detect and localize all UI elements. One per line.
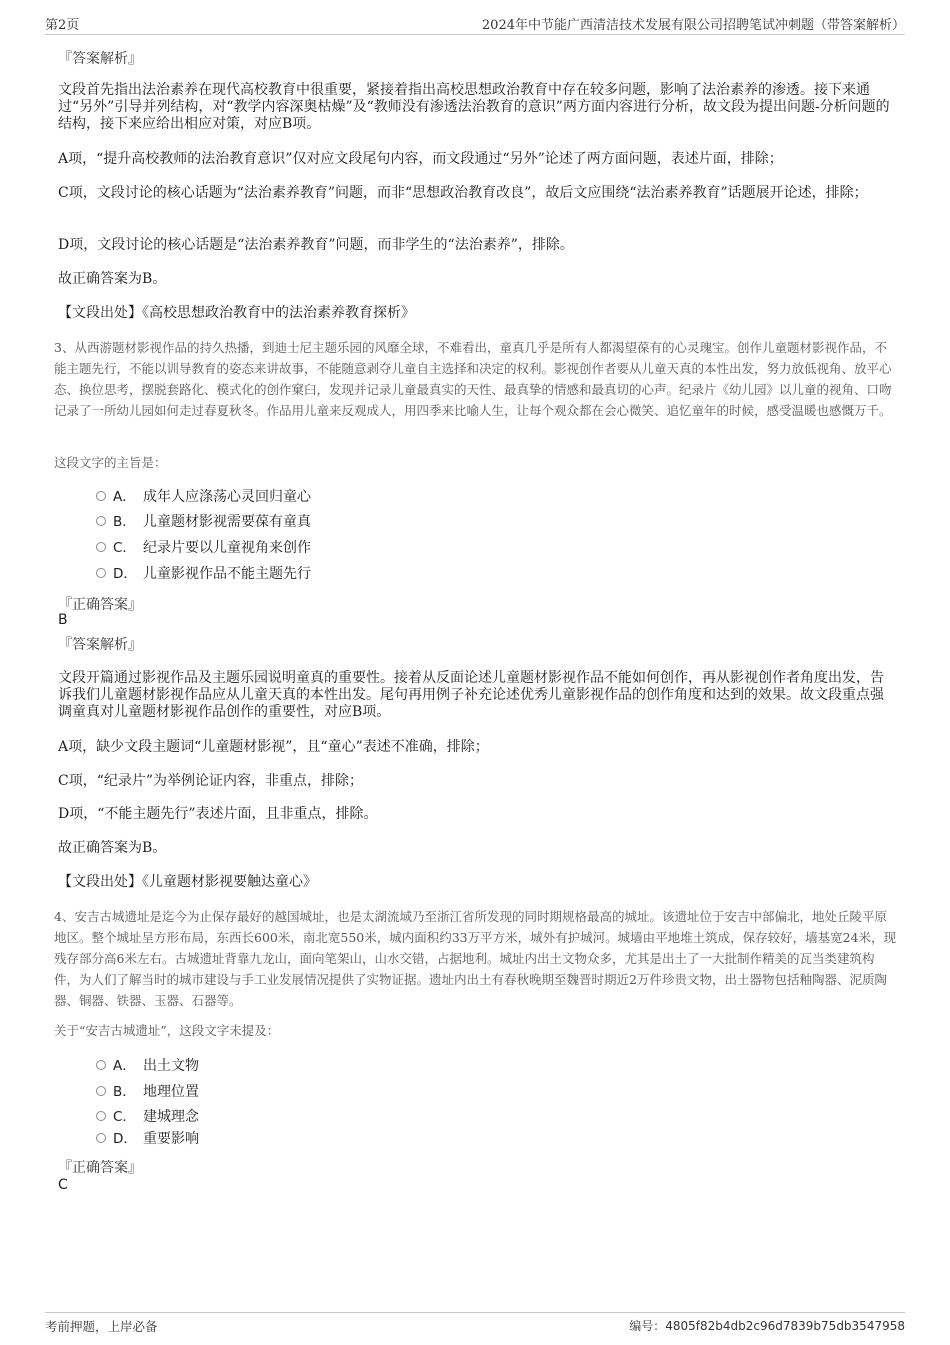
option-text: 儿童影视作品不能主题先行 bbox=[143, 566, 311, 582]
correct-answer: C bbox=[58, 1177, 68, 1193]
analysis-option-a: A项，缺少文段主题词“儿童题材影视”，且“童心”表述不准确，排除； bbox=[58, 739, 489, 755]
correct-answer-label: 『正确答案』 bbox=[58, 597, 142, 613]
correct-answer-label: 『正确答案』 bbox=[58, 1160, 142, 1176]
question-3-option-b[interactable]: B． 儿童题材影视需要葆有童真 bbox=[96, 512, 311, 532]
analysis-paragraph: 文段首先指出法治素养在现代高校教育中很重要，紧接着指出高校思想政治教育中存在较多问题，影响了法治素养的渗透。接下来通过“另外”引导并列结构，对“教学内容深奥枯燥”及“教师没有渗透法治教育的意识”两方面内容进行分析，故文段为提出问题-分析问题的结构，接下来应给出相应对策，对应B项。 bbox=[58, 82, 890, 132]
question-4-option-d[interactable]: D． 重要影响 bbox=[96, 1129, 199, 1149]
passage-source: 【文段出处】《高校思想政治教育中的法治素养教育探析》 bbox=[58, 305, 415, 321]
radio-icon[interactable] bbox=[96, 1133, 106, 1143]
question-3-option-a[interactable]: A． 成年人应涤荡心灵回归童心 bbox=[96, 487, 311, 507]
analysis-option-c: C项，“纪录片”为举例论证内容，非重点，排除； bbox=[58, 773, 364, 789]
question-3-option-c[interactable]: C． 纪录片要以儿童视角来创作 bbox=[96, 538, 311, 558]
page-header bbox=[45, 14, 905, 35]
analysis-conclusion: 故正确答案为B。 bbox=[58, 840, 167, 856]
analysis-option-a: A项，“提升高校教师的法治教育意识”仅对应文段尾句内容，而文段通过“另外”论述了两方面问题，表述片面，排除； bbox=[58, 151, 783, 167]
radio-icon[interactable] bbox=[96, 568, 106, 578]
radio-icon[interactable] bbox=[96, 1086, 106, 1096]
question-4-stem: 4、安吉古城遗址是迄今为止保存最好的越国城址，也是太湖流域乃至浙江省所发现的同时期规格最高的城址。该遗址位于安吉中部偏北，地处丘陵平原地区。整个城址呈方形布局，东西长600米，南北宽550米，城内面积约33万平方米，城外有护城河。城墙由平地堆土筑成，保存较好，墙基宽24米，现残存部分高6米左右。古城遗址背靠九龙山，面向笔架山，山水交错，占据地利。城址内出土文物众多，尤其是出土了一大批制作精美的瓦当类建筑构件，为人们了解当时的城市建设与手工业发展情况提供了实物证据。遗址内出土有春秋晚期至魏晋时期近2万件珍贵文物，出土器物包括釉陶器、泥质陶器、铜器、铁器、玉器、石器等。 bbox=[54, 909, 897, 1008]
analysis-paragraph: 文段开篇通过影视作品及主题乐园说明童真的重要性。接着从反面论述儿童题材影视作品不能如何创作，再从影视创作者角度出发，告诉我们儿童题材影视作品应从儿童天真的本性出发。尾句再用例子补充论述优秀儿童影视作品的创作角度和达到的效果。故文段重点强调童真对儿童题材影视作品创作的重要性，对应B项。 bbox=[58, 670, 884, 720]
radio-icon[interactable] bbox=[96, 542, 106, 552]
option-text: 地理位置 bbox=[143, 1084, 199, 1100]
radio-icon[interactable] bbox=[96, 1111, 106, 1121]
radio-icon[interactable] bbox=[96, 516, 106, 526]
analysis-conclusion: 故正确答案为B。 bbox=[58, 271, 167, 287]
radio-icon[interactable] bbox=[96, 491, 106, 501]
option-text: 建城理念 bbox=[143, 1109, 199, 1125]
radio-icon[interactable] bbox=[96, 1060, 106, 1070]
document-title: 2024年中节能广西清洁技术发展有限公司招聘笔试冲刺题（带答案解析） bbox=[481, 18, 905, 33]
analysis-option-d: D项，“不能主题先行”表述片面，且非重点，排除。 bbox=[58, 806, 378, 822]
question-3-option-d[interactable]: D． 儿童影视作品不能主题先行 bbox=[96, 564, 311, 584]
correct-answer: B bbox=[58, 612, 68, 628]
option-text: 儿童题材影视需要葆有童真 bbox=[143, 514, 311, 530]
analysis-label: 『答案解析』 bbox=[58, 637, 142, 653]
document-code: 编号：4805f82b4db2c96d7839b75db3547958 bbox=[629, 1319, 905, 1333]
question-4-prompt: 关于“安吉古城遗址”，这段文字未提及： bbox=[54, 1023, 280, 1038]
question-4-option-c[interactable]: C． 建城理念 bbox=[96, 1107, 199, 1127]
question-3-prompt: 这段文字的主旨是： bbox=[54, 455, 167, 470]
option-text: 重要影响 bbox=[143, 1131, 199, 1147]
question-3-stem: 3、从西游题材影视作品的持久热播，到迪士尼主题乐园的风靡全球，不难看出，童真几乎是所有人都渴望葆有的心灵瑰宝。创作儿童题材影视作品，不能主题先行，不能以训导教育的姿态来讲故事，不能随意剥夺儿童自主选择和决定的权利。影视创作者要从儿童天真的本性出发，努力放低视角、放平心态、换位思考，摆脱套路化、模式化的创作窠臼，发现并记录儿童最真实的天性、最真挚的情感和最真切的心声。纪录片《幼儿园》以儿童的视角、口吻记录了一所幼儿园如何走过春夏秋冬。作品用儿童来反观成人，用四季来比喻人生，让每个观众都在会心微笑、追忆童年的时候，感受温暖也感慨万千。 bbox=[54, 340, 892, 418]
option-text: 纪录片要以儿童视角来创作 bbox=[143, 540, 311, 556]
option-text: 成年人应涤荡心灵回归童心 bbox=[143, 489, 311, 505]
question-4-option-a[interactable]: A． 出土文物 bbox=[96, 1056, 199, 1076]
analysis-label: 『答案解析』 bbox=[58, 51, 142, 67]
page-number: 第2页 bbox=[45, 18, 80, 33]
footer-slogan: 考前押题，上岸必备 bbox=[45, 1319, 158, 1334]
analysis-option-c: C项，文段讨论的核心话题为“法治素养教育”问题，而非“思想政治教育改良”，故后文应围绕“法治素养教育”话题展开论述，排除； bbox=[58, 185, 868, 201]
option-text: 出土文物 bbox=[143, 1058, 199, 1074]
question-4-option-b[interactable]: B． 地理位置 bbox=[96, 1082, 199, 1102]
analysis-option-d: D项，文段讨论的核心话题是“法治素养教育”问题，而非学生的“法治素养”，排除。 bbox=[58, 237, 574, 253]
passage-source: 【文段出处】《儿童题材影视要触达童心》 bbox=[58, 874, 317, 890]
page-footer bbox=[45, 1312, 905, 1336]
